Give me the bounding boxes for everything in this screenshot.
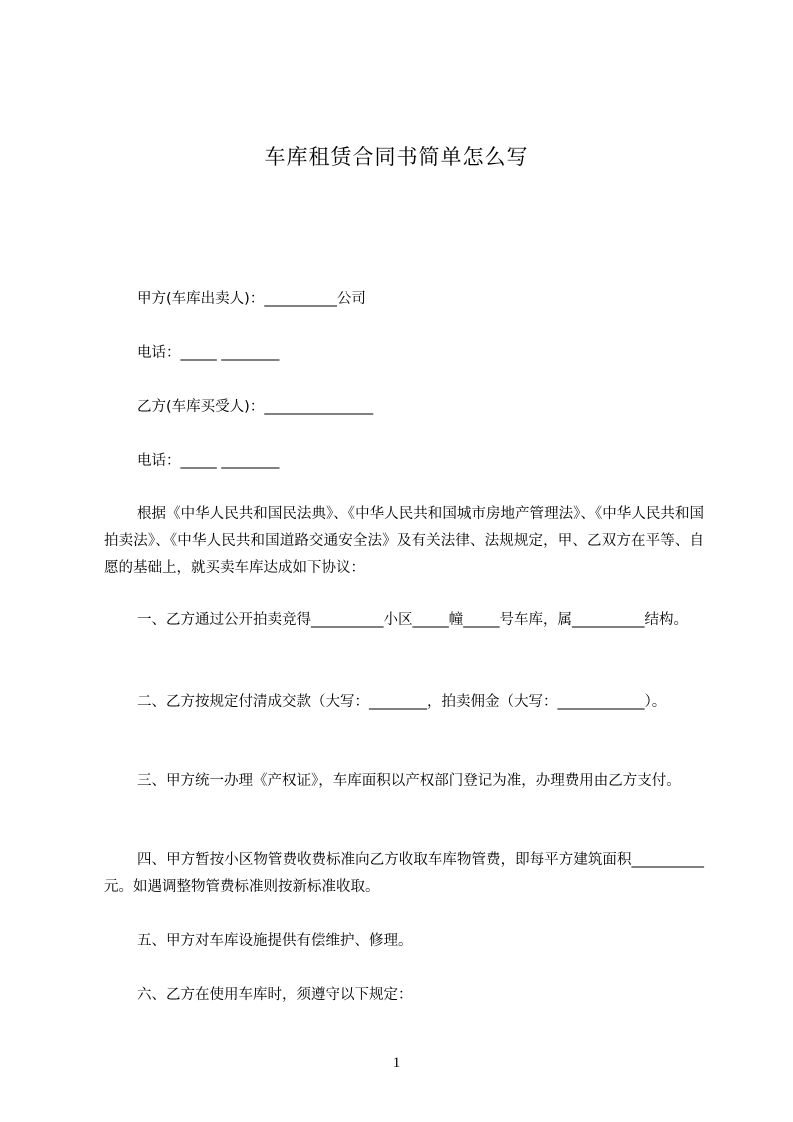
clause-4: 四、甲方暂按小区物管费收费标准向乙方收取车库物管费，即每平方建筑面积__________元。如遇调整物管费标准则按新标准收取。 <box>104 852 704 895</box>
party-a-line: 甲方(车库出卖人)：__________公司 <box>137 291 366 307</box>
clause-5: 五、甲方对车库设施提供有偿维护、修理。 <box>137 933 413 949</box>
clause-6: 六、乙方在使用车库时，须遵守以下规定： <box>137 987 413 1003</box>
page-number: 1 <box>392 1055 401 1071</box>
clause-2: 二、乙方按规定付清成交款（大写：________，拍卖佣金（大写：____________）。 <box>137 694 667 710</box>
clause-1: 一、乙方通过公开拍卖竞得__________小区_____幢_____号车库，属__________结构。 <box>137 612 688 628</box>
document-title: 车库租赁合同书简单怎么写 <box>264 145 529 169</box>
clause-3: 三、甲方统一办理《产权证》，车库面积以产权部门登记为准，办理费用由乙方支付。 <box>137 773 681 789</box>
party-b-line: 乙方(车库买受人)：_______________ <box>137 399 374 415</box>
preamble-paragraph: 根据《中华人民共和国民法典》、《中华人民共和国城市房地产管理法》、《中华人民共和国拍卖法》、《中华人民共和国道路交通安全法》及有关法律、法规规定，甲、乙双方在平等、自愿的基础上，就买卖车库达成如下协议： <box>104 506 704 576</box>
party-a-phone-line: 电话：_____ ________ <box>137 345 280 361</box>
party-b-phone-line: 电话：_____ ________ <box>137 453 280 469</box>
